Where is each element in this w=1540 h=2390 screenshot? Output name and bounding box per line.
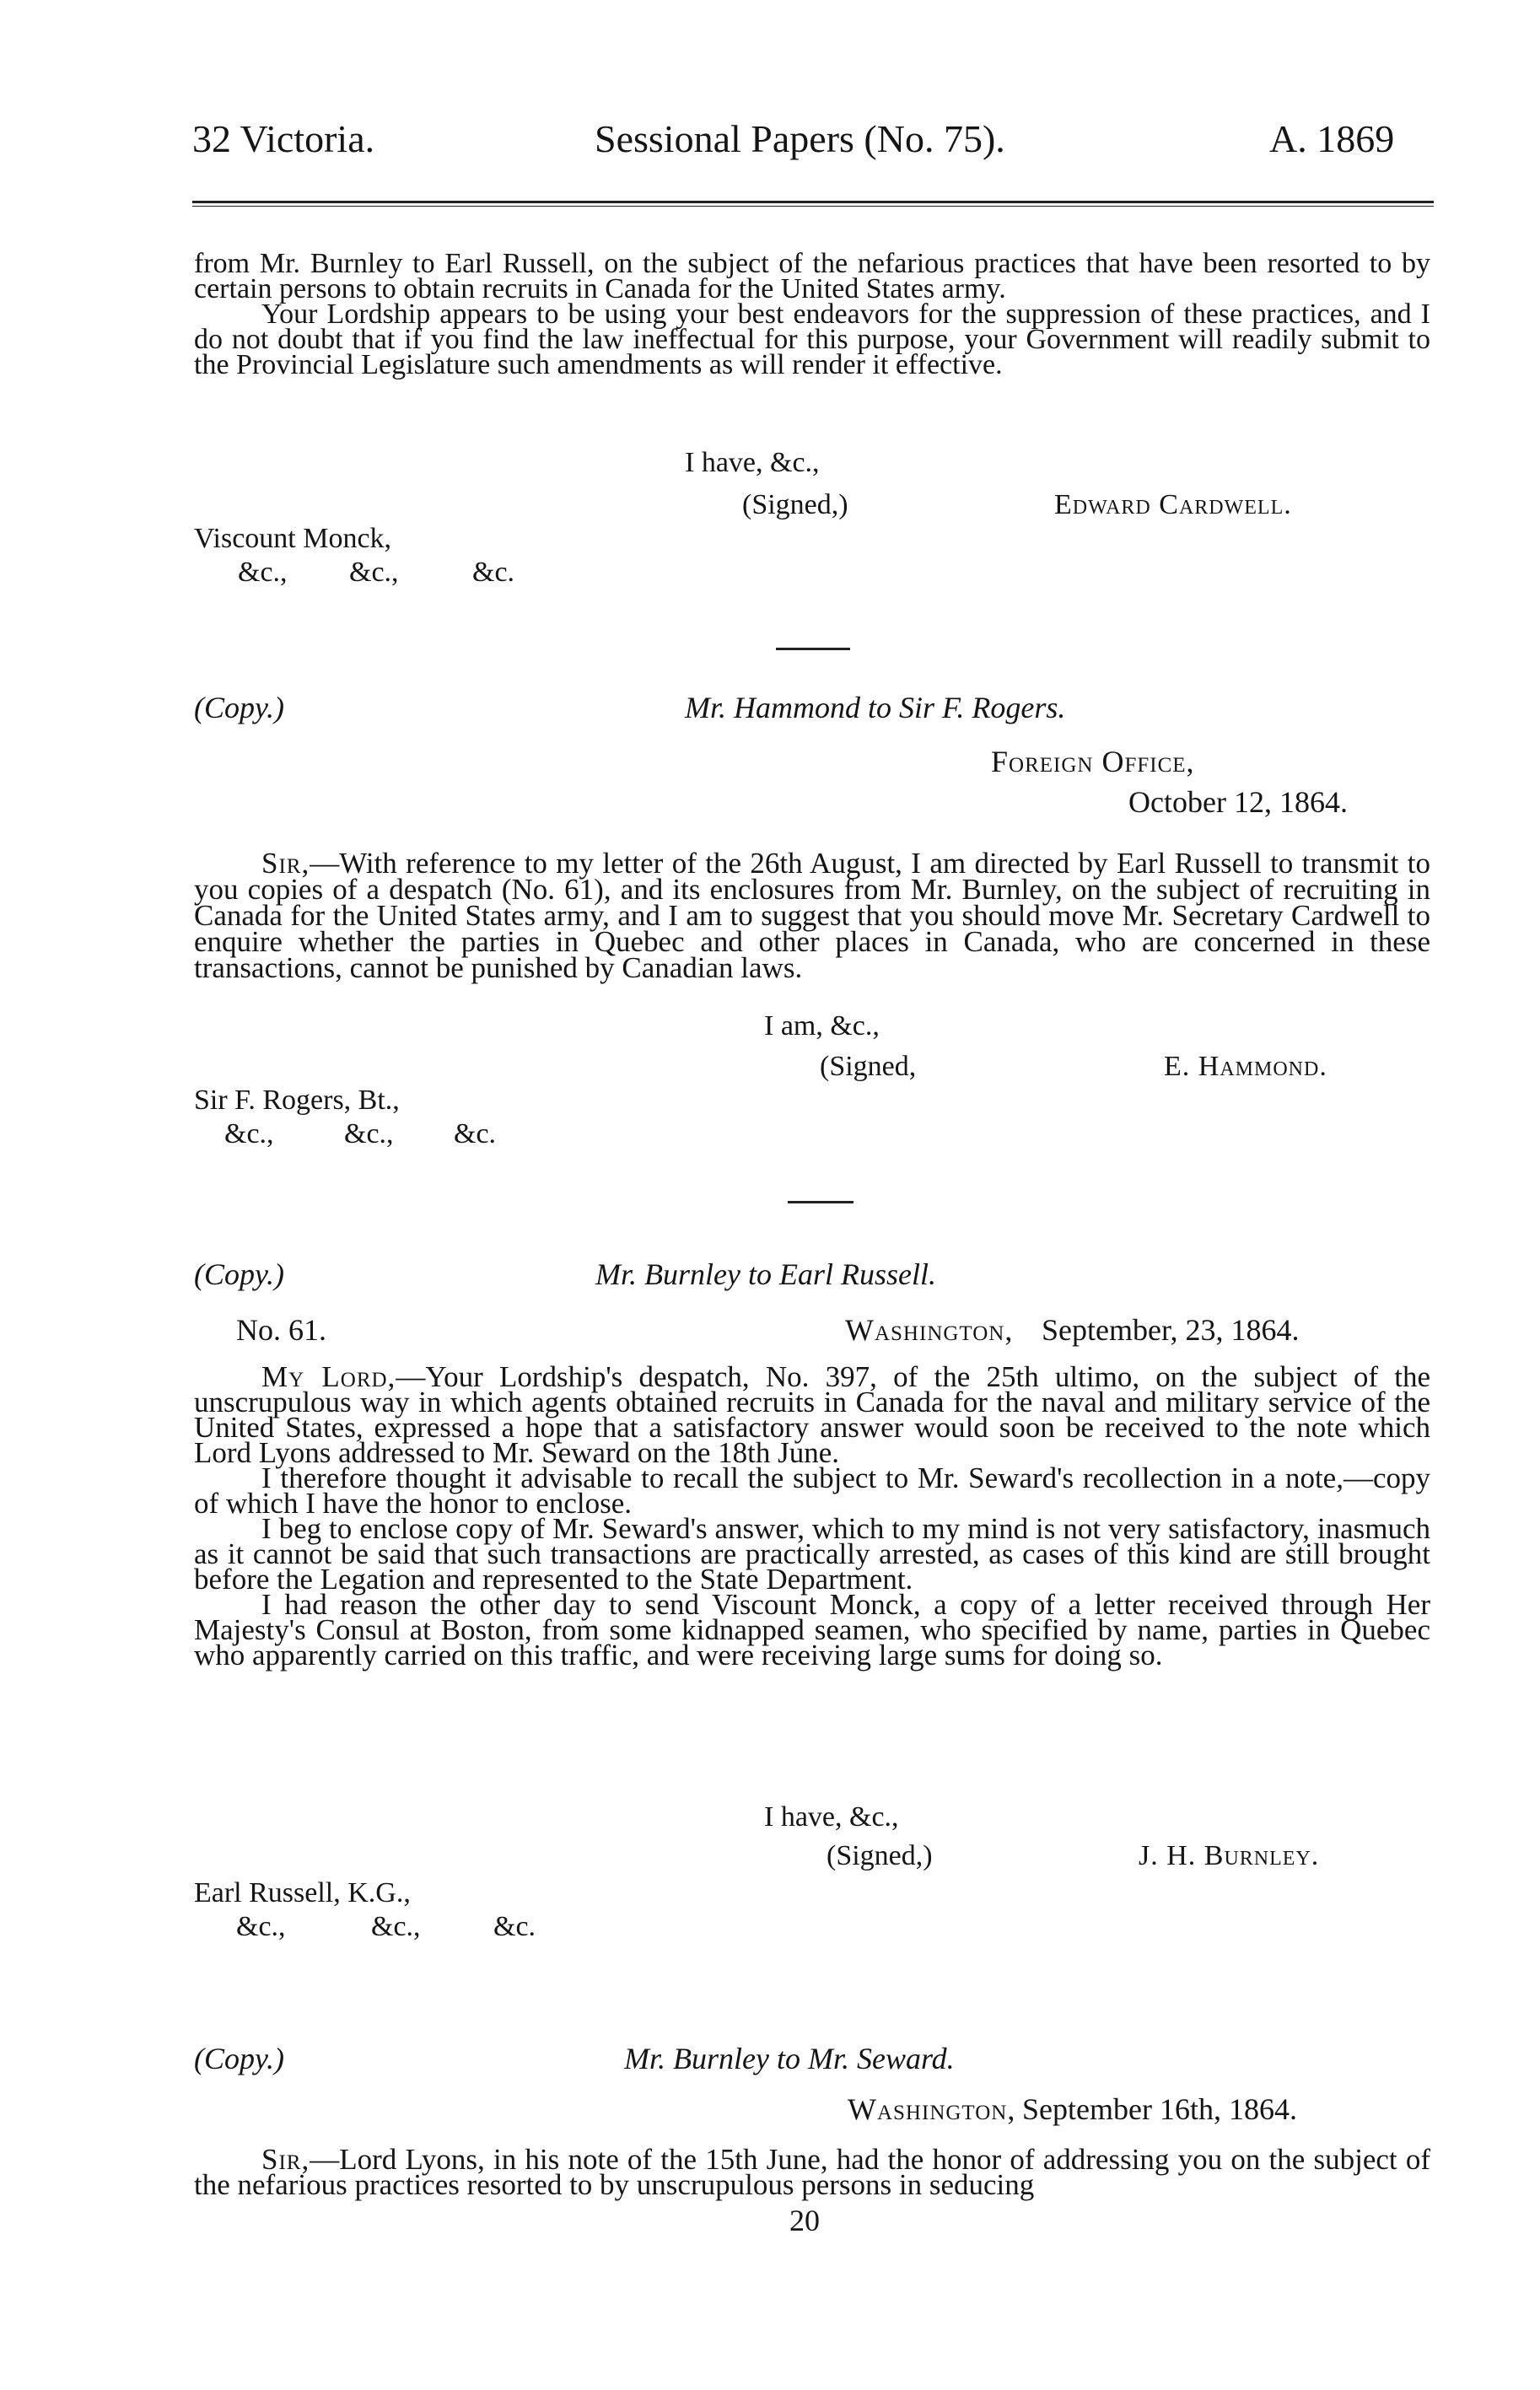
header-title: Sessional Papers (No. 75). [595, 117, 1005, 160]
letter1-signed: (Signed,) [742, 489, 848, 520]
letter3-title: Mr. Burnley to Earl Russell. [595, 1257, 936, 1291]
letter3-date: September, 23, 1864. [1042, 1313, 1300, 1347]
letter1-paragraph: Your Lordship appears to be using your best endeavors for the suppression of these practices, and I do not doubt that if you find the law ineffectual for this purpose, your Government will readily submit to the Provincial Legislature such amendments as will render it effective. [194, 299, 1430, 380]
letter3-addressee-etc: &c. [493, 1911, 536, 1942]
letter2-paragraph: —With reference to my letter of the 26th August, I am directed by Earl Russell to transmit to you copies of a despatch (No. 61), and its enclosures from Mr. Burnley, on the subject of recruiting in Canada for the United States army, and I am to suggest that you should move Mr. Secretary Cardwell to enquire whether the parties in Quebec and other places in Canada, who are concerned in these transactions, cannot be punished by Canadian laws. [194, 847, 1430, 984]
letter3-body [194, 1360, 1430, 1671]
section-divider [788, 1201, 853, 1203]
letter2-title: Mr. Hammond to Sir F. Rogers. [685, 691, 1066, 724]
letter3-addressee: Earl Russell, K.G., [194, 1877, 411, 1908]
letter2-addressee-etc: &c. [454, 1118, 497, 1149]
page-number: 20 [789, 2204, 820, 2237]
letter4-paragraph: —Lord Lyons, in his note of the 15th June, had the honor of addressing you on the subject of the nefarious practices resorted to by unscrupulous persons in seducing [194, 2143, 1430, 2201]
letter1-closing: I have, &c., [685, 447, 820, 478]
letter3-addressee-etc: &c., [236, 1911, 286, 1942]
letter3-copy-label: (Copy.) [194, 1257, 284, 1291]
letter4-salutation: Sir, [261, 2143, 310, 2176]
letter1-addressee-etc: &c. [472, 557, 515, 588]
letter3-paragraph: I therefore thought it advisable to recall the subject to Mr. Seward's recollection in a note,—copy of which I have the honor to enclose. [194, 1461, 1430, 1520]
letter3-signature: J. H. Burnley. [1139, 1840, 1320, 1871]
letter2-signed: (Signed, [820, 1051, 917, 1082]
letter2-body [194, 847, 1430, 984]
letter4-body [194, 2143, 1430, 2201]
letter4-place: Washington, [848, 2092, 1016, 2126]
letter4-copy-label: (Copy.) [194, 2042, 284, 2075]
letter2-salutation: Sir, [261, 847, 310, 880]
letter1-addressee-etc: &c., [349, 557, 399, 588]
header-year: A. 1869 [1269, 117, 1395, 160]
letter2-signature: E. Hammond. [1164, 1051, 1327, 1082]
header-session: 32 Victoria. [192, 117, 375, 160]
letter3-salutation: My Lord, [261, 1360, 396, 1393]
letter1-body [194, 248, 1430, 380]
letter4-date: September 16th, 1864. [1022, 2092, 1297, 2126]
letter3-paragraph: I beg to enclose copy of Mr. Seward's answer, which to my mind is not very satisfactory, inasmuch as it cannot be said that such transactions are practically arrested, as cases of this kind are still brought before the Legation and represented to the State Department. [194, 1512, 1430, 1596]
letter3-paragraph: —Your Lordship's despatch, No. 397, of the 25th ultimo, on the subject of the unscrupulous way in which agents obtained recruits in Canada for the naval and military service of the United States, expressed a hope that a satisfactory answer would soon be received to the note which Lord Lyons addressed to Mr. Seward on the 18th June. [194, 1360, 1430, 1469]
letter2-addressee-etc: &c., [344, 1118, 394, 1149]
letter1-addressee-etc: &c., [238, 557, 288, 588]
letter2-place: Foreign Office, [991, 745, 1195, 778]
letter2-copy-label: (Copy.) [194, 691, 284, 724]
letter2-addressee-etc: &c., [224, 1118, 274, 1149]
letter3-closing: I have, &c., [764, 1801, 899, 1833]
letter3-paragraph: I had reason the other day to send Viscount Monck, a copy of a letter received through Her Majesty's Consul at Boston, from some kidnapped seamen, who specified by name, parties in Quebec who apparently carried on this traffic, and were receiving large sums for doing so. [194, 1588, 1430, 1671]
header-rule-thin [192, 206, 1434, 207]
letter2-closing: I am, &c., [764, 1010, 880, 1042]
letter1-addressee: Viscount Monck, [194, 523, 392, 554]
letter4-title: Mr. Burnley to Mr. Seward. [624, 2042, 955, 2075]
letter3-signed: (Signed,) [827, 1840, 933, 1871]
letter1-signature: Edward Cardwell. [1054, 489, 1292, 520]
letter2-addressee: Sir F. Rogers, Bt., [194, 1085, 400, 1116]
section-divider [776, 648, 850, 650]
letter3-addressee-etc: &c., [371, 1911, 421, 1942]
letter1-paragraph: from Mr. Burnley to Earl Russell, on the subject of the nefarious practices that have been resorted to by certain persons to obtain recruits in Canada for the United States army. [194, 248, 1430, 304]
letter3-number: No. 61. [236, 1313, 326, 1347]
header-rule [192, 201, 1434, 203]
letter3-place: Washington, [845, 1313, 1014, 1347]
letter2-date: October 12, 1864. [1128, 785, 1348, 819]
